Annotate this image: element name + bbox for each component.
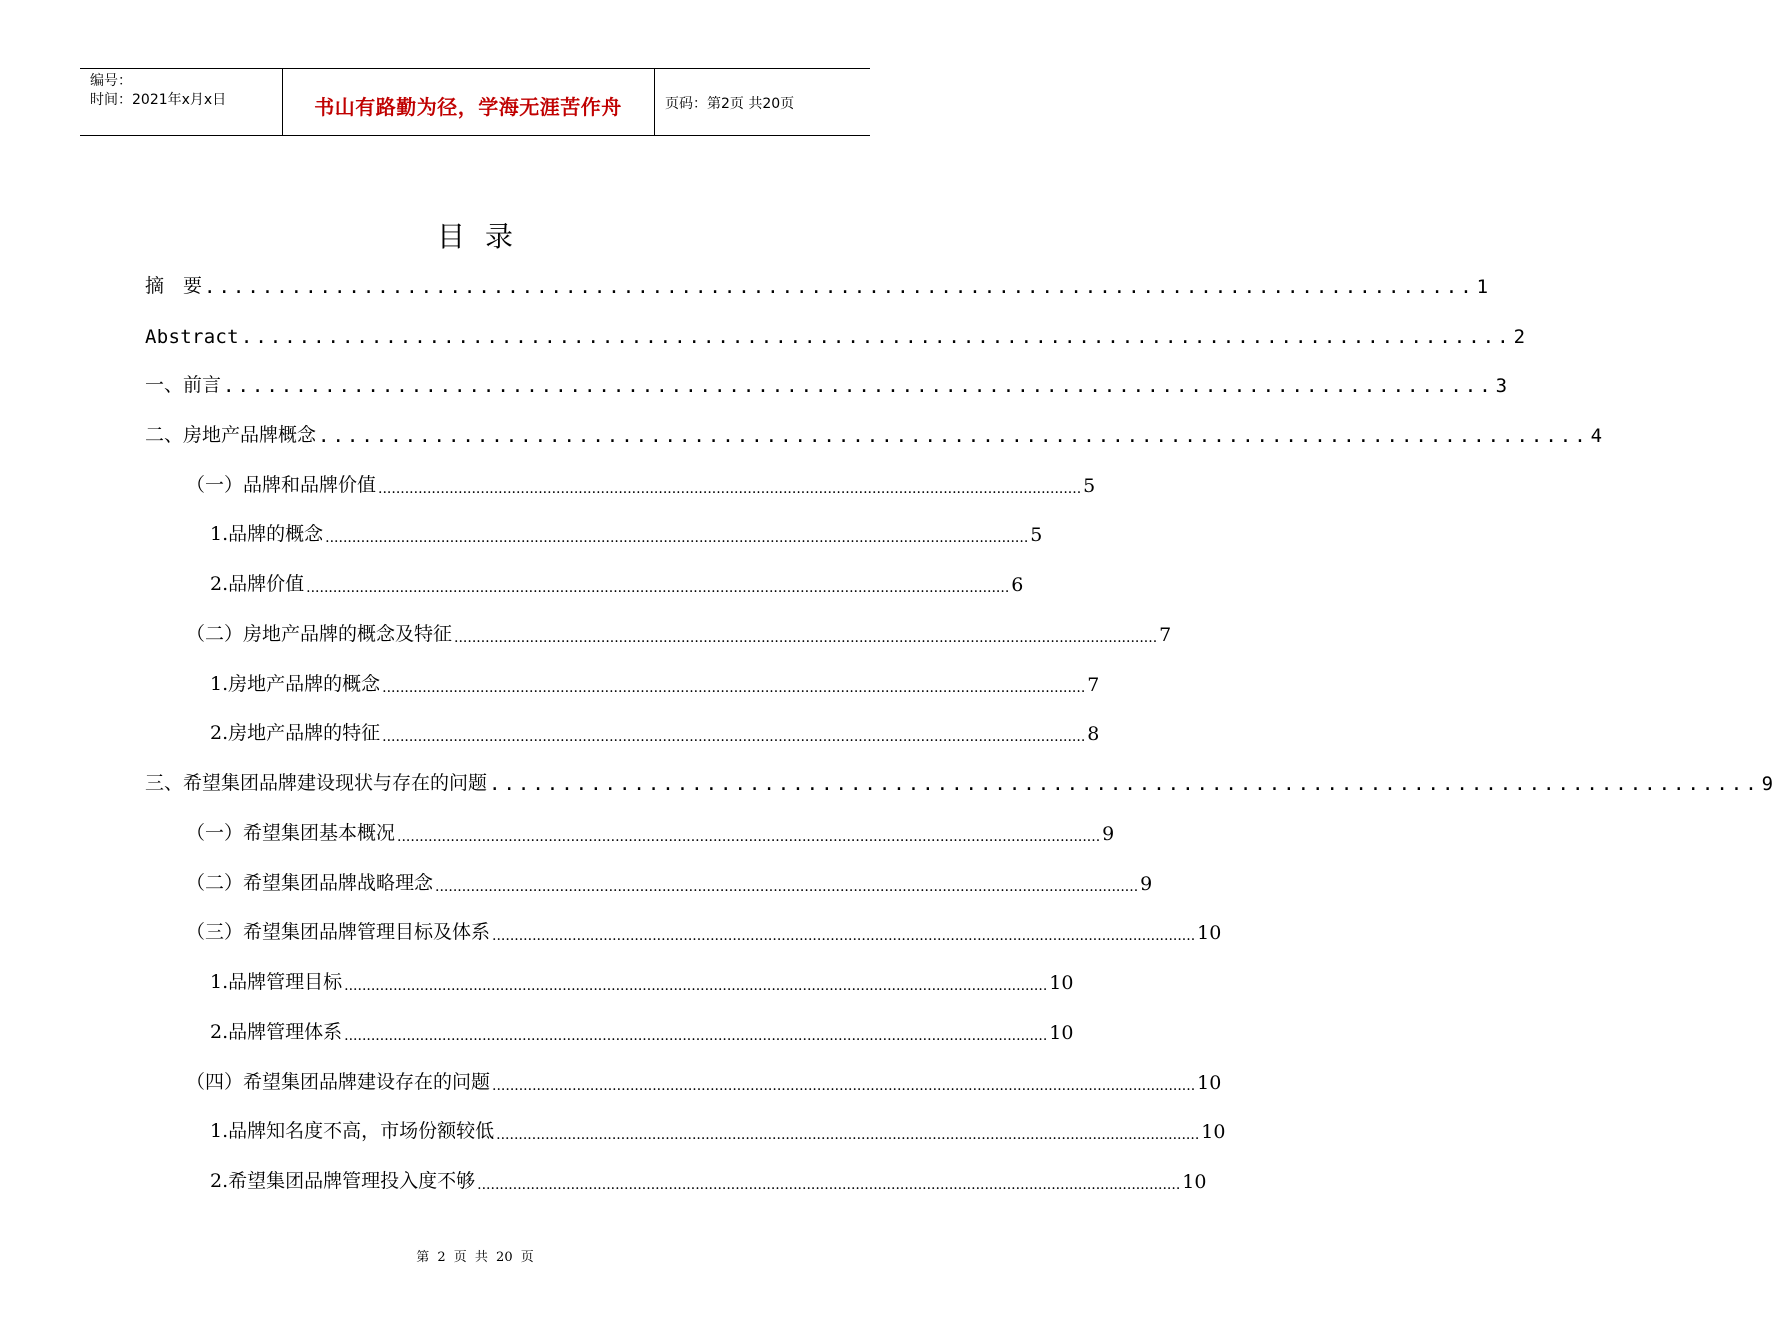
page-title: 目录 <box>436 220 533 253</box>
toc-entry-label: （四）希望集团品牌建设存在的问题 <box>186 1071 491 1093</box>
toc-entry[interactable] <box>210 666 1100 696</box>
toc-leader-dots: .............................................................................................................................................................. <box>496 1127 1200 1143</box>
toc-entry-page: 2 <box>1513 326 1526 348</box>
toc-entry-label: 2.品牌价值 <box>210 573 305 595</box>
toc-entry-page: 10 <box>1049 972 1074 994</box>
toc-entry-label: （二）希望集团品牌战略理念 <box>186 872 434 894</box>
toc-leader-dots: .............................................................................................................................................................. <box>344 1028 1048 1044</box>
toc-entry-page: 5 <box>1030 524 1043 546</box>
toc-leader-dots: ........................................................................................ <box>223 375 1494 397</box>
toc-entry-page: 10 <box>1182 1171 1207 1193</box>
toc-entry-page: 10 <box>1197 922 1222 944</box>
toc-entry[interactable] <box>186 616 1172 646</box>
toc-entry-page: 4 <box>1590 425 1603 447</box>
header-page-cell <box>655 69 869 135</box>
toc-entry-label: （一）希望集团基本概况 <box>186 822 396 844</box>
toc-entry[interactable] <box>186 1064 1222 1094</box>
toc-entry-label: 1.品牌知名度不高，市场份额较低 <box>210 1120 495 1142</box>
toc-leader-dots: .............................................................................................................................................................. <box>492 1078 1196 1094</box>
toc-entry-label: 摘 要 <box>145 275 203 297</box>
toc-entry-page: 10 <box>1197 1072 1222 1094</box>
toc-entry-label: （二）房地产品牌的概念及特征 <box>186 623 453 645</box>
toc-entry[interactable] <box>210 1014 1074 1044</box>
toc-leader-dots: .............................................................................................................................................................. <box>454 630 1158 646</box>
toc-entry-label: 一、前言 <box>145 374 222 396</box>
document-header-table <box>80 68 870 136</box>
header-info-cell <box>80 69 283 135</box>
toc-entry-label: 二、房地产品牌概念 <box>145 424 317 446</box>
toc-entry[interactable] <box>145 765 1773 795</box>
toc-leader-dots: .............................................................................................................................................................. <box>477 1177 1181 1193</box>
document-time-label: 时间：2021年x月x日 <box>90 92 227 108</box>
toc-entry[interactable] <box>210 1163 1207 1193</box>
document-number-label: 编号： <box>90 73 132 89</box>
toc-entry[interactable] <box>145 367 1508 397</box>
toc-entry[interactable] <box>210 715 1100 745</box>
toc-entry[interactable] <box>186 815 1115 845</box>
toc-leader-dots: ........................................................................................ <box>318 425 1589 447</box>
toc-entry-page: 6 <box>1011 574 1024 596</box>
toc-leader-dots: .............................................................................................................................................................. <box>325 530 1029 546</box>
toc-entry-page: 5 <box>1083 475 1096 497</box>
toc-entry[interactable] <box>186 467 1096 497</box>
header-motto-cell <box>282 69 655 135</box>
toc-entry[interactable] <box>210 1113 1226 1143</box>
toc-entry-page: 7 <box>1159 624 1172 646</box>
toc-entry-label: 三、希望集团品牌建设现状与存在的问题 <box>145 772 488 794</box>
toc-entry-page: 10 <box>1201 1121 1226 1143</box>
toc-entry-label: 1.品牌的概念 <box>210 523 324 545</box>
toc-entry-page: 10 <box>1049 1022 1074 1044</box>
toc-entry-label: 2.希望集团品牌管理投入度不够 <box>210 1170 476 1192</box>
toc-entry-label: 2.品牌管理体系 <box>210 1021 343 1043</box>
toc-entry-page: 8 <box>1087 723 1100 745</box>
toc-entry-label: （一）品牌和品牌价值 <box>186 474 377 496</box>
toc-entry-label: 2.房地产品牌的特征 <box>210 722 381 744</box>
toc-entry-page: 7 <box>1087 674 1100 696</box>
toc-entry[interactable] <box>145 417 1603 447</box>
toc-entry[interactable] <box>210 516 1043 546</box>
toc-leader-dots: .............................................................................................................................................................. <box>306 580 1010 596</box>
toc-leader-dots: .............................................................................................................................................................. <box>378 481 1082 497</box>
toc-entry-page: 1 <box>1476 276 1489 298</box>
toc-leader-dots: .............................................................................................................................................................. <box>435 879 1139 895</box>
header-motto: 书山有路勤为径，学海无涯苦作舟 <box>314 95 622 119</box>
toc-leader-dots: .............................................................................................................................................................. <box>397 829 1101 845</box>
toc-leader-dots: .............................................................................................................................................................. <box>382 729 1086 745</box>
toc-leader-dots: .............................................................................................................................................................. <box>344 978 1048 994</box>
toc-entry[interactable] <box>145 268 1489 298</box>
toc-entry-page: 9 <box>1102 823 1115 845</box>
toc-entry-page: 3 <box>1495 375 1508 397</box>
toc-leader-dots: ........................................................................................ <box>204 276 1475 298</box>
toc-entry[interactable] <box>210 964 1074 994</box>
toc-leader-dots: ........................................................................................ <box>240 326 1512 348</box>
page-footer: 第 2 页 共 20 页 <box>416 1250 534 1265</box>
toc-entry-label: Abstract <box>145 326 239 348</box>
toc-leader-dots: ........................................................................................ <box>489 773 1760 795</box>
toc-leader-dots: .............................................................................................................................................................. <box>382 680 1086 696</box>
toc-entry-page: 9 <box>1140 873 1153 895</box>
toc-entry[interactable] <box>186 865 1153 895</box>
toc-entry[interactable] <box>145 318 1526 348</box>
toc-entry[interactable] <box>186 914 1222 944</box>
toc-entry-label: 1.房地产品牌的概念 <box>210 673 381 695</box>
toc-entry-label: 1.品牌管理目标 <box>210 971 343 993</box>
toc-entry[interactable] <box>210 566 1024 596</box>
toc-entry-label: （三）希望集团品牌管理目标及体系 <box>186 921 491 943</box>
header-page-code: 页码：第2页 共20页 <box>665 96 795 112</box>
toc-leader-dots: .............................................................................................................................................................. <box>492 928 1196 944</box>
toc-entry-page: 9 <box>1761 773 1773 795</box>
